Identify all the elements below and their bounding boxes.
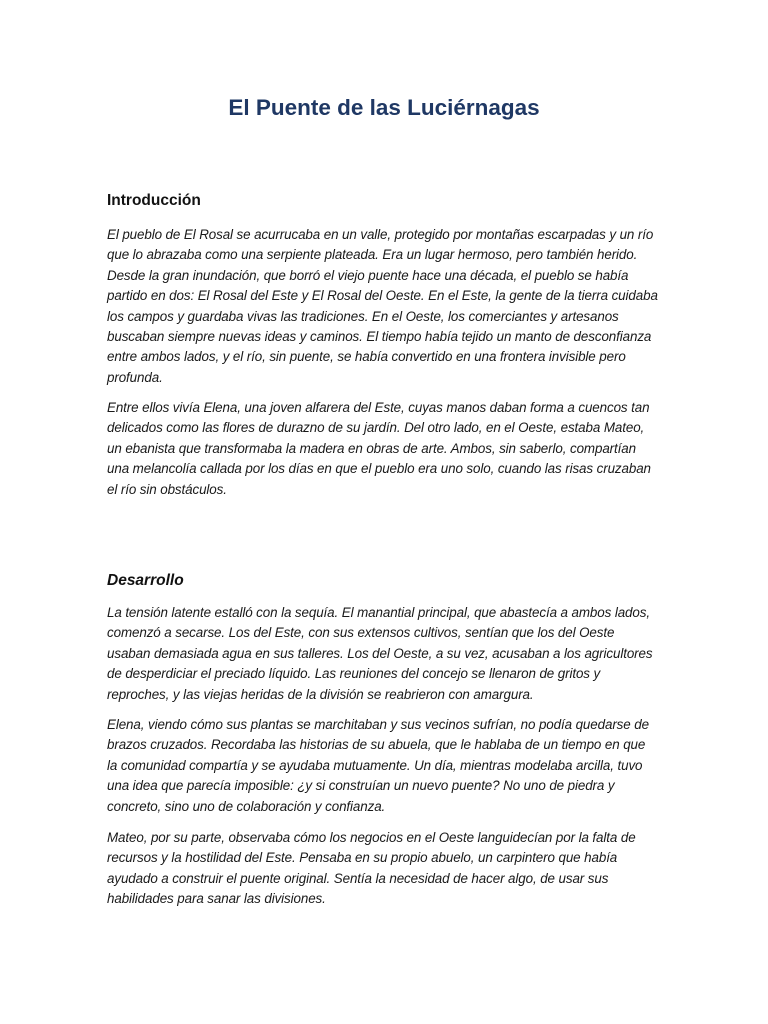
paragraph: Entre ellos vivía Elena, una joven alfarera del Este, cuyas manos daban forma a cuencos tan delicados como las flores de durazno de su jardín. Del otro lado, en el Oeste, estaba Mateo, un ebanista que transformaba la madera en obras de arte. Ambos, sin saberlo, compartían una melancolía callada por los días en que el pueblo era uno solo, cuando las risas cruzaban el río sin obstáculos. xyxy=(107,400,651,497)
section-heading-desarrollo: Desarrollo xyxy=(107,572,184,589)
document-title: El Puente de las Luciérnagas xyxy=(228,95,540,120)
paragraph: La tensión latente estalló con la sequía. El manantial principal, que abastecía a ambos lados, comenzó a secarse. Los del Este, con sus extensos cultivos, sentían que los del Oeste usaban demasiada agua en sus talleres. Los del Oeste, a su vez, acusaban a los agricultores de desperdiciar el preciado líquido. Las reuniones del concejo se llenaron de gritos y reproches, y las viejas heridas de la división se reabrieron con amargura. xyxy=(107,605,653,702)
paragraph: Mateo, por su parte, observaba cómo los negocios en el Oeste languidecían por la falta de recursos y la hostilidad del Este. Pensaba en su propio abuelo, un carpintero que había ayudado a construir el puente original. Sentía la necesidad de hacer algo, de usar sus habilidades para sanar las divisiones. xyxy=(107,830,636,907)
paragraph: Elena, viendo cómo sus plantas se marchitaban y sus vecinos sufrían, no podía quedarse de brazos cruzados. Recordaba las historias de su abuela, que le hablaba de un tiempo en que la comunidad compartía y se ayudaba mutuamente. Un día, mientras modelaba arcilla, tuvo una idea que parecía imposible: ¿y si construían un nuevo puente? No uno de piedra y concreto, sino uno de colaboración y confianza. xyxy=(107,717,649,814)
paragraph: El pueblo de El Rosal se acurrucaba en un valle, protegido por montañas escarpadas y un río que lo abrazaba como una serpiente plateada. Era un lugar hermoso, pero también herido. Desde la gran inundación, que borró el viejo puente hace una década, el pueblo se había partido en dos: El Rosal del Este y El Rosal del Oeste. En el Este, la gente de la tierra cuidaba los campos y guardaba vivas las tradiciones. En el Oeste, los comerciantes y artesanos buscaban siempre nuevas ideas y caminos. El tiempo había tejido un manto de desconfianza entre ambos lados, y el río, sin puente, se había convertido en una frontera invisible pero profunda. xyxy=(107,227,658,385)
section-heading-introduccion: Introducción xyxy=(107,192,201,209)
